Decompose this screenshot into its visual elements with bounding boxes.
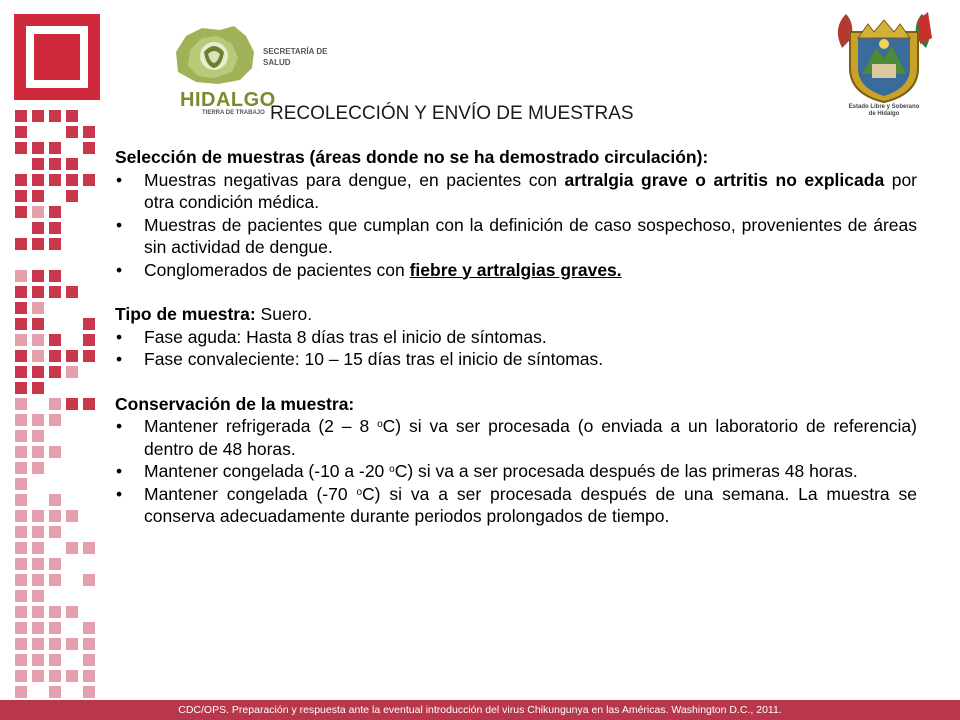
decorative-tile [49,414,61,426]
decorative-tile [32,158,44,170]
decorative-tile [15,686,27,698]
decorative-tile [66,510,78,522]
hidalgo-health-logo [168,22,378,114]
bullet-item [115,326,917,349]
decorative-tile [49,142,61,154]
bullet-icon: • [116,349,123,369]
tipo-item-1-text: Fase aguda: Hasta 8 días tras el inicio de síntomas. [144,326,547,347]
decorative-tile [49,670,61,682]
decorative-tile [66,366,78,378]
decorative-tile [32,462,44,474]
decorative-tile [83,398,95,410]
coat-of-arms-icon [828,8,940,104]
decorative-tile [32,366,44,378]
tipo-item-2-text: Fase convaleciente: 10 – 15 días tras el inicio de síntomas. [144,349,604,369]
decorative-tile [32,526,44,538]
decorative-tile [15,110,27,122]
bullet-icon: • [116,214,123,235]
decorative-tile [32,238,44,250]
decorative-tile [15,494,27,506]
decorative-tile [49,558,61,570]
decorative-tile [15,558,27,570]
conservacion-item-2-post: C) si va a ser procesada después de las primeras 48 horas. [394,461,858,481]
decorative-tile [15,286,27,298]
decorative-tile [32,622,44,634]
decorative-tile [49,238,61,250]
decorative-tile [83,142,95,154]
decorative-tile [15,398,27,410]
decorative-tile [15,142,27,154]
decorative-tile [15,638,27,650]
decorative-tile [15,542,27,554]
degree-mark: o [389,464,395,475]
decorative-tile [15,382,27,394]
decorative-tile [49,334,61,346]
state-crest-logo [828,8,940,118]
conservacion-item-3-post: C) si va a ser procesada después de una semana. La muestra se conserva adecuadamente durante periodos prolongados de tiempo. [144,483,917,526]
decorative-tile [32,606,44,618]
decorative-tile [15,350,27,362]
bullet-icon: • [116,461,123,481]
secretaria-line-2: SALUD [263,58,291,67]
decorative-tile [15,238,27,250]
decorative-tile [32,190,44,202]
footer-bar [0,700,960,720]
decorative-tile [32,334,44,346]
bullet-icon: • [116,416,123,436]
decorative-tile [83,174,95,186]
decorative-tile [83,638,95,650]
logo-wordmark: HIDALGO [180,89,276,111]
decorative-tile [15,526,27,538]
decorative-tile [32,318,44,330]
decorative-tile [83,574,95,586]
decorative-tile [49,222,61,234]
seleccion-item-1-text: Muestras negativas para dengue, en pacientes con [144,169,565,190]
decorative-tile [32,510,44,522]
bullet-icon: • [116,483,123,504]
decorative-tile [32,590,44,602]
decorative-tile [49,638,61,650]
bullet-icon: • [116,259,123,280]
decorative-tile [32,558,44,570]
decorative-tile [32,302,44,314]
crest-caption-line-1: Estado Libre y Soberano [848,104,920,110]
conservacion-item-1-pre: Mantener refrigerada (2 – 8 [144,416,378,436]
secretaria-label [263,46,327,68]
conservacion-item-3-pre: Mantener congelada (-70 [144,483,357,504]
decorative-tile [15,174,27,186]
decorative-tile [49,510,61,522]
decorative-tile [66,286,78,298]
decorative-tile [66,606,78,618]
slide-body [115,146,917,528]
conservacion-item-2-pre: Mantener congelada (-10 a -20 [144,461,390,481]
decorative-tile [15,606,27,618]
decorative-tile [32,350,44,362]
decorative-tile [49,110,61,122]
decorative-tile [49,526,61,538]
decorative-tile [32,654,44,666]
decorative-tile [49,350,61,362]
decorative-tile [49,654,61,666]
decorative-tile [49,606,61,618]
decorative-tile [32,542,44,554]
decorative-tile [32,206,44,218]
decorative-tile [15,510,27,522]
decorative-tile [66,174,78,186]
decorative-tile [49,494,61,506]
decorative-tile [49,286,61,298]
conservacion-heading: Conservación de la muestra: [115,393,355,414]
footer-citation: CDC/OPS. Preparación y respuesta ante la eventual introducción del virus Chikungunya en las Américas. Washington D.C., 2011. [178,704,782,716]
decorative-tile [15,430,27,442]
decorative-tile [15,190,27,202]
decorative-tile [15,622,27,634]
decorative-tile [32,382,44,394]
decorative-tile [15,654,27,666]
hidalgo-map-icon [168,22,263,94]
decorative-tile [83,542,95,554]
decorative-tile [32,430,44,442]
decorative-tile [49,206,61,218]
decorative-tile [66,542,78,554]
bullet-item [115,169,917,214]
bullet-item [115,415,917,460]
decorative-tile [49,446,61,458]
decorative-tile [32,446,44,458]
decorative-tile [66,126,78,138]
logo-tagline: TIERRA DE TRABAJO [202,110,265,116]
decorative-tile [32,142,44,154]
seleccion-item-3-bold: fiebre y artralgias graves. [409,259,622,280]
bullet-item [115,214,917,259]
decorative-tile [32,270,44,282]
decorative-tile [15,270,27,282]
bullet-item [115,483,917,528]
decorative-border [0,0,112,700]
decorative-tile [66,158,78,170]
slide-title: RECOLECCIÓN Y ENVÍO DE MUESTRAS [270,103,634,124]
decorative-tile [66,350,78,362]
degree-mark: o [356,486,363,498]
decorative-tile [32,110,44,122]
decorative-tile [32,286,44,298]
crest-caption-line-2: de Hidalgo [868,111,900,117]
decorative-tile [15,574,27,586]
decorative-tile [83,670,95,682]
decorative-tile [15,414,27,426]
decorative-tile [83,686,95,698]
degree-mark: o [377,419,383,430]
tipo-value: Suero. [255,304,313,324]
decorative-tile [49,174,61,186]
tipo-heading: Tipo de muestra: [115,304,256,324]
decorative-tile [15,318,27,330]
bullet-item [115,348,917,371]
decorative-tile [15,302,27,314]
bullet-item [115,259,917,282]
decorative-tile [32,414,44,426]
decorative-tile [49,686,61,698]
decorative-tile [32,174,44,186]
decorative-tile [66,190,78,202]
decorative-tile [49,366,61,378]
seleccion-heading: Selección de muestras (áreas donde no se ha demostrado circulación): [115,147,709,167]
decorative-tile [66,110,78,122]
decorative-tile [32,638,44,650]
logo-square-icon [14,14,100,100]
decorative-tile [49,622,61,634]
decorative-tile [49,270,61,282]
decorative-tile [83,126,95,138]
conservacion-item-1-post: C) si va ser procesada (o enviada a un laboratorio de referencia) dentro de 48 horas. [144,416,917,459]
decorative-tile [66,638,78,650]
decorative-tile [66,398,78,410]
bullet-item [115,460,917,483]
decorative-tile [32,222,44,234]
crest-caption [828,104,940,118]
decorative-tile [15,334,27,346]
decorative-tile [83,334,95,346]
decorative-tile [15,126,27,138]
decorative-tile [15,590,27,602]
decorative-tile [66,670,78,682]
bullet-icon: • [116,169,123,190]
decorative-tile [15,670,27,682]
decorative-tile [49,158,61,170]
decorative-tile [83,350,95,362]
seleccion-item-3-text: Conglomerados de pacientes con [144,259,410,280]
decorative-tile [15,366,27,378]
seleccion-item-1-post: por otra condición médica. [144,169,918,212]
decorative-tile [83,622,95,634]
decorative-tile [49,574,61,586]
seleccion-item-1-bold: artralgia grave o artritis no explicada [564,169,885,190]
decorative-tile [15,462,27,474]
decorative-tile [32,574,44,586]
decorative-tile [15,206,27,218]
decorative-tile [83,318,95,330]
decorative-tile [49,398,61,410]
decorative-tile [32,670,44,682]
seleccion-item-2-text: Muestras de pacientes que cumplan con la definición de caso sospechoso, provenientes de áreas sin actividad de dengue. [144,214,917,257]
bullet-icon: • [116,326,123,347]
decorative-tile [83,654,95,666]
secretaria-line-1: SECRETARÍA DE [263,47,328,56]
decorative-tile [15,478,27,490]
tipo-line [115,303,917,326]
decorative-tile [15,446,27,458]
